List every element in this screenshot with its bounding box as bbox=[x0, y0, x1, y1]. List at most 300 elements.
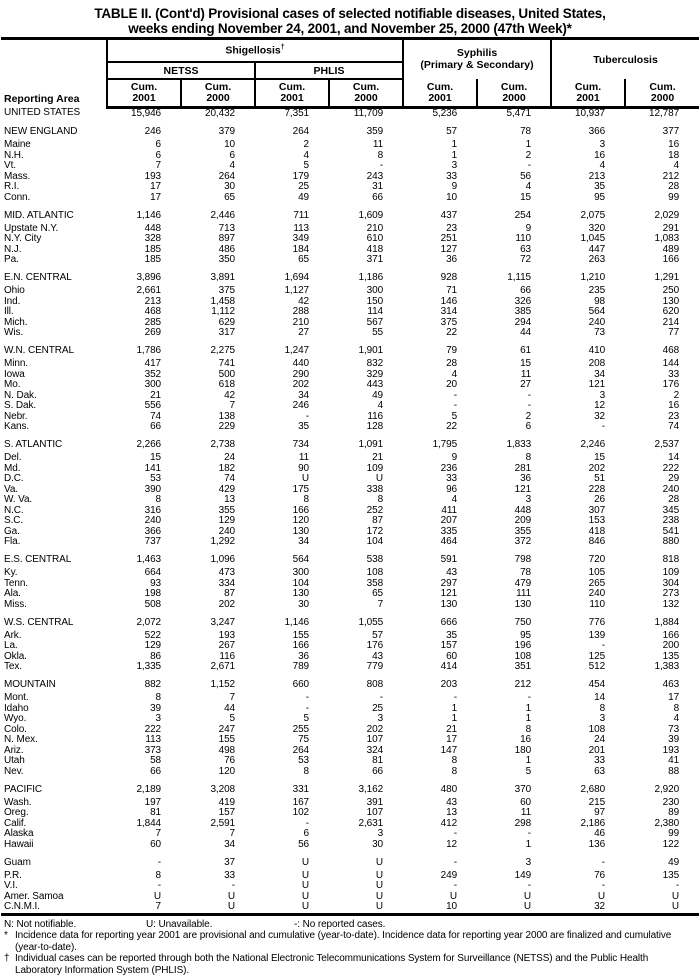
value-cell: 2,246 bbox=[551, 433, 625, 454]
value-cell: 29 bbox=[625, 474, 699, 485]
value-cell: 4 bbox=[477, 182, 551, 193]
value-cell: 240 bbox=[107, 516, 181, 527]
table-row bbox=[1, 693, 699, 704]
value-cell: 818 bbox=[625, 548, 699, 569]
reporting-area-cell: Okla. bbox=[1, 652, 107, 663]
value-cell: 66 bbox=[477, 286, 551, 297]
reporting-area-cell: D.C. bbox=[1, 474, 107, 485]
reporting-area-cell: NEW ENGLAND bbox=[1, 120, 107, 141]
value-cell: 2,631 bbox=[329, 819, 403, 830]
table-row bbox=[1, 829, 699, 840]
value-cell: 9 bbox=[403, 182, 477, 193]
value-cell: 13 bbox=[403, 808, 477, 819]
value-cell: 209 bbox=[477, 516, 551, 527]
value-cell: 789 bbox=[255, 662, 329, 673]
value-cell: 265 bbox=[551, 579, 625, 590]
value-cell: 98 bbox=[551, 297, 625, 308]
value-cell: 1,146 bbox=[255, 610, 329, 631]
value-cell: 27 bbox=[255, 328, 329, 339]
value-cell: 132 bbox=[625, 600, 699, 611]
value-cell: 135 bbox=[625, 871, 699, 882]
value-cell: 230 bbox=[625, 798, 699, 809]
value-cell: 141 bbox=[107, 464, 181, 475]
table-row bbox=[1, 704, 699, 715]
value-cell: 175 bbox=[255, 485, 329, 496]
value-cell: 882 bbox=[107, 673, 181, 694]
value-cell: 31 bbox=[329, 182, 403, 193]
value-cell: 185 bbox=[107, 245, 181, 256]
value-cell: 1,458 bbox=[181, 297, 255, 308]
value-cell: 130 bbox=[255, 589, 329, 600]
table-row bbox=[1, 641, 699, 652]
table-row bbox=[1, 453, 699, 464]
value-cell: 264 bbox=[181, 172, 255, 183]
value-cell: 375 bbox=[181, 286, 255, 297]
value-cell: 25 bbox=[329, 704, 403, 715]
value-cell: 3,208 bbox=[181, 777, 255, 798]
value-cell: 1 bbox=[477, 840, 551, 851]
value-cell: 109 bbox=[329, 464, 403, 475]
value-cell: 666 bbox=[403, 610, 477, 631]
value-cell: 366 bbox=[551, 120, 625, 141]
value-cell: U bbox=[255, 902, 329, 914]
reporting-area-cell: UNITED STATES bbox=[1, 108, 107, 120]
value-cell: 317 bbox=[181, 328, 255, 339]
value-cell: 3 bbox=[551, 391, 625, 402]
value-cell: 22 bbox=[403, 422, 477, 433]
value-cell: 44 bbox=[477, 328, 551, 339]
value-cell: 63 bbox=[477, 245, 551, 256]
value-cell: 1,096 bbox=[181, 548, 255, 569]
table-row bbox=[1, 495, 699, 506]
table-row bbox=[1, 767, 699, 778]
table-row bbox=[1, 307, 699, 318]
value-cell: 281 bbox=[477, 464, 551, 475]
value-cell: 65 bbox=[255, 255, 329, 266]
legend-no-reported-cases: -: No reported cases. bbox=[294, 919, 385, 931]
value-cell: 14 bbox=[625, 453, 699, 464]
value-cell: 193 bbox=[107, 172, 181, 183]
value-cell: 74 bbox=[625, 422, 699, 433]
column-header-cum-2000-1: Cum. 2000 bbox=[181, 79, 255, 108]
value-cell: 78 bbox=[477, 120, 551, 141]
value-cell: 210 bbox=[329, 224, 403, 235]
value-cell: 500 bbox=[181, 370, 255, 381]
value-cell: - bbox=[107, 850, 181, 871]
value-cell: 7 bbox=[329, 600, 403, 611]
value-cell: 184 bbox=[255, 245, 329, 256]
reporting-area-cell: C.N.M.I. bbox=[1, 902, 107, 914]
value-cell: 249 bbox=[403, 871, 477, 882]
value-cell: 33 bbox=[181, 871, 255, 882]
value-cell: 155 bbox=[181, 735, 255, 746]
value-cell: 512 bbox=[551, 662, 625, 673]
value-cell: 166 bbox=[255, 506, 329, 517]
value-cell: U bbox=[477, 902, 551, 914]
value-cell: 120 bbox=[181, 767, 255, 778]
value-cell: 166 bbox=[255, 641, 329, 652]
reporting-area-cell: Colo. bbox=[1, 725, 107, 736]
value-cell: 21 bbox=[329, 453, 403, 464]
reporting-area-cell: Mass. bbox=[1, 172, 107, 183]
value-cell: 21 bbox=[403, 725, 477, 736]
value-cell: 4 bbox=[625, 714, 699, 725]
value-cell: 4 bbox=[255, 151, 329, 162]
value-cell: 254 bbox=[477, 203, 551, 224]
footnotes bbox=[0, 916, 700, 976]
value-cell: 49 bbox=[329, 391, 403, 402]
value-cell: 18 bbox=[625, 151, 699, 162]
value-cell: 418 bbox=[329, 245, 403, 256]
value-cell: 8 bbox=[107, 495, 181, 506]
value-cell: 390 bbox=[107, 485, 181, 496]
value-cell: 6 bbox=[477, 422, 551, 433]
reporting-area-cell: Upstate N.Y. bbox=[1, 224, 107, 235]
value-cell: 294 bbox=[477, 318, 551, 329]
column-header-cum-2001-6: Cum. 2001 bbox=[551, 79, 625, 108]
value-cell: 78 bbox=[477, 568, 551, 579]
value-cell: 8 bbox=[551, 704, 625, 715]
value-cell: 324 bbox=[329, 746, 403, 757]
value-cell: 240 bbox=[551, 318, 625, 329]
reporting-area-cell: Nev. bbox=[1, 767, 107, 778]
value-cell: 43 bbox=[403, 798, 477, 809]
reporting-area-cell: E.N. CENTRAL bbox=[1, 266, 107, 287]
value-cell: - bbox=[181, 881, 255, 892]
value-cell: 176 bbox=[625, 380, 699, 391]
value-cell: 14 bbox=[551, 693, 625, 704]
value-cell: 36 bbox=[477, 474, 551, 485]
value-cell: 567 bbox=[329, 318, 403, 329]
value-cell: 618 bbox=[181, 380, 255, 391]
value-cell: - bbox=[403, 693, 477, 704]
value-cell: 74 bbox=[181, 474, 255, 485]
value-cell: 17 bbox=[403, 735, 477, 746]
value-cell: 620 bbox=[625, 307, 699, 318]
value-cell: 1 bbox=[477, 704, 551, 715]
value-cell: 304 bbox=[625, 579, 699, 590]
value-cell: - bbox=[551, 850, 625, 871]
value-cell: U bbox=[329, 871, 403, 882]
value-cell: 17 bbox=[107, 182, 181, 193]
value-cell: 2,186 bbox=[551, 819, 625, 830]
value-cell: 832 bbox=[329, 359, 403, 370]
value-cell: 28 bbox=[625, 182, 699, 193]
value-cell: 15 bbox=[107, 453, 181, 464]
value-cell: 135 bbox=[625, 652, 699, 663]
value-cell: 79 bbox=[403, 339, 477, 360]
value-cell: 498 bbox=[181, 746, 255, 757]
value-cell: 200 bbox=[625, 641, 699, 652]
value-cell: 15 bbox=[477, 193, 551, 204]
value-cell: 37 bbox=[181, 850, 255, 871]
table-row bbox=[1, 589, 699, 600]
value-cell: 202 bbox=[255, 380, 329, 391]
value-cell: 41 bbox=[625, 756, 699, 767]
value-cell: 776 bbox=[551, 610, 625, 631]
column-group-tuberculosis: Tuberculosis bbox=[551, 39, 699, 80]
reporting-area-cell: Ill. bbox=[1, 307, 107, 318]
value-cell: - bbox=[551, 422, 625, 433]
value-cell: 182 bbox=[181, 464, 255, 475]
value-cell: 136 bbox=[551, 840, 625, 851]
table-row bbox=[1, 673, 699, 694]
value-cell: 285 bbox=[107, 318, 181, 329]
reporting-area-cell: Calif. bbox=[1, 819, 107, 830]
value-cell: 139 bbox=[551, 631, 625, 642]
footnote-star bbox=[4, 930, 697, 953]
value-cell: 664 bbox=[107, 568, 181, 579]
value-cell: 127 bbox=[403, 245, 477, 256]
value-cell: 23 bbox=[625, 412, 699, 423]
value-cell: 210 bbox=[255, 318, 329, 329]
reporting-area-cell: Ohio bbox=[1, 286, 107, 297]
value-cell: 89 bbox=[625, 808, 699, 819]
value-cell: 8 bbox=[255, 495, 329, 506]
value-cell: 20 bbox=[403, 380, 477, 391]
value-cell: 53 bbox=[255, 756, 329, 767]
value-cell: 240 bbox=[181, 527, 255, 538]
value-cell: 57 bbox=[329, 631, 403, 642]
value-cell: 16 bbox=[625, 401, 699, 412]
value-cell: 144 bbox=[625, 359, 699, 370]
value-cell: 7 bbox=[107, 161, 181, 172]
value-cell: 212 bbox=[477, 673, 551, 694]
value-cell: - bbox=[477, 401, 551, 412]
value-cell: 24 bbox=[181, 453, 255, 464]
reporting-area-cell: S. Dak. bbox=[1, 401, 107, 412]
value-cell: - bbox=[329, 161, 403, 172]
value-cell: 1,055 bbox=[329, 610, 403, 631]
value-cell: 97 bbox=[551, 808, 625, 819]
table-row bbox=[1, 568, 699, 579]
value-cell: 198 bbox=[107, 589, 181, 600]
value-cell: 320 bbox=[551, 224, 625, 235]
value-cell: 468 bbox=[625, 339, 699, 360]
value-cell: 65 bbox=[181, 193, 255, 204]
value-cell: 411 bbox=[403, 506, 477, 517]
value-cell: 21 bbox=[107, 391, 181, 402]
value-cell: 298 bbox=[477, 819, 551, 830]
reporting-area-cell: N.C. bbox=[1, 506, 107, 517]
value-cell: 33 bbox=[551, 756, 625, 767]
table-row bbox=[1, 433, 699, 454]
table-row bbox=[1, 120, 699, 141]
value-cell: 66 bbox=[107, 422, 181, 433]
value-cell: 25 bbox=[255, 182, 329, 193]
value-cell: 5 bbox=[403, 412, 477, 423]
reporting-area-cell: Iowa bbox=[1, 370, 107, 381]
value-cell: 155 bbox=[255, 631, 329, 642]
table-row bbox=[1, 339, 699, 360]
column-group-syphilis: Syphilis (Primary & Secondary) bbox=[403, 39, 551, 80]
value-cell: 1,152 bbox=[181, 673, 255, 694]
value-cell: 193 bbox=[625, 746, 699, 757]
value-cell: 464 bbox=[403, 537, 477, 548]
footnote-star-text: Incidence data for reporting year 2001 are provisional and cumulative (year-to-date). Incidence data for reporting year 2000 are finalized and cumulative (year-to-date). bbox=[15, 930, 697, 953]
value-cell: 35 bbox=[255, 422, 329, 433]
value-cell: 440 bbox=[255, 359, 329, 370]
value-cell: 107 bbox=[329, 735, 403, 746]
reporting-area-cell: Mont. bbox=[1, 693, 107, 704]
value-cell: 720 bbox=[551, 548, 625, 569]
value-cell: 291 bbox=[625, 224, 699, 235]
value-cell: 2,072 bbox=[107, 610, 181, 631]
column-header-cum-2000-5: Cum. 2000 bbox=[477, 79, 551, 108]
value-cell: 8 bbox=[255, 767, 329, 778]
value-cell: 1,335 bbox=[107, 662, 181, 673]
value-cell: 66 bbox=[329, 767, 403, 778]
value-cell: 5 bbox=[477, 767, 551, 778]
table-row bbox=[1, 380, 699, 391]
reporting-area-cell: Mich. bbox=[1, 318, 107, 329]
value-cell: 157 bbox=[181, 808, 255, 819]
value-cell: 897 bbox=[181, 234, 255, 245]
value-cell: 251 bbox=[403, 234, 477, 245]
value-cell: - bbox=[107, 881, 181, 892]
value-cell: 5,471 bbox=[477, 108, 551, 120]
value-cell: 56 bbox=[477, 172, 551, 183]
table-row bbox=[1, 108, 699, 120]
reporting-area-cell: W. Va. bbox=[1, 495, 107, 506]
value-cell: 734 bbox=[255, 433, 329, 454]
value-cell: 345 bbox=[625, 506, 699, 517]
value-cell: 6 bbox=[107, 140, 181, 151]
value-cell: 1,186 bbox=[329, 266, 403, 287]
value-cell: 128 bbox=[329, 422, 403, 433]
value-cell: 75 bbox=[255, 735, 329, 746]
value-cell: 2,738 bbox=[181, 433, 255, 454]
value-cell: 300 bbox=[329, 286, 403, 297]
value-cell: 193 bbox=[181, 631, 255, 642]
value-cell: 116 bbox=[329, 412, 403, 423]
value-cell: 2,266 bbox=[107, 433, 181, 454]
value-cell: 246 bbox=[255, 401, 329, 412]
value-cell: 88 bbox=[625, 767, 699, 778]
reporting-area-cell: PACIFIC bbox=[1, 777, 107, 798]
value-cell: 51 bbox=[551, 474, 625, 485]
value-cell: 16 bbox=[477, 735, 551, 746]
value-cell: 113 bbox=[107, 735, 181, 746]
reporting-area-cell: R.I. bbox=[1, 182, 107, 193]
value-cell: 57 bbox=[403, 120, 477, 141]
value-cell: 556 bbox=[107, 401, 181, 412]
value-cell: 10 bbox=[403, 902, 477, 914]
value-cell: 238 bbox=[625, 516, 699, 527]
value-cell: 176 bbox=[329, 641, 403, 652]
value-cell: 7 bbox=[181, 401, 255, 412]
value-cell: 288 bbox=[255, 307, 329, 318]
value-cell: 32 bbox=[551, 412, 625, 423]
value-cell: 108 bbox=[329, 568, 403, 579]
value-cell: 1,383 bbox=[625, 662, 699, 673]
value-cell: U bbox=[625, 892, 699, 903]
reporting-area-cell: W.N. CENTRAL bbox=[1, 339, 107, 360]
table-row bbox=[1, 808, 699, 819]
value-cell: 77 bbox=[625, 328, 699, 339]
value-cell: 366 bbox=[107, 527, 181, 538]
value-cell: 116 bbox=[181, 652, 255, 663]
value-cell: 252 bbox=[329, 506, 403, 517]
value-cell: 16 bbox=[625, 140, 699, 151]
value-cell: 379 bbox=[181, 120, 255, 141]
value-cell: 448 bbox=[107, 224, 181, 235]
reporting-area-cell: Va. bbox=[1, 485, 107, 496]
value-cell: 4 bbox=[181, 161, 255, 172]
table-row bbox=[1, 537, 699, 548]
value-cell: 150 bbox=[329, 297, 403, 308]
value-cell: 12,787 bbox=[625, 108, 699, 120]
value-cell: 463 bbox=[625, 673, 699, 694]
value-cell: 2,661 bbox=[107, 286, 181, 297]
value-cell: 61 bbox=[477, 339, 551, 360]
value-cell: 3 bbox=[551, 140, 625, 151]
value-cell: 9 bbox=[477, 224, 551, 235]
value-cell: U bbox=[477, 892, 551, 903]
value-cell: 3 bbox=[551, 714, 625, 725]
table-title bbox=[0, 0, 700, 36]
value-cell: U bbox=[255, 881, 329, 892]
reporting-area-cell: Mo. bbox=[1, 380, 107, 391]
value-cell: 2,671 bbox=[181, 662, 255, 673]
value-cell: 846 bbox=[551, 537, 625, 548]
value-cell: 11 bbox=[255, 453, 329, 464]
value-cell: 34 bbox=[551, 370, 625, 381]
value-cell: 121 bbox=[403, 589, 477, 600]
value-cell: 4 bbox=[329, 401, 403, 412]
value-cell: 358 bbox=[329, 579, 403, 590]
table-row bbox=[1, 902, 699, 914]
value-cell: 86 bbox=[107, 652, 181, 663]
value-cell: 375 bbox=[403, 318, 477, 329]
value-cell: 429 bbox=[181, 485, 255, 496]
value-cell: - bbox=[551, 881, 625, 892]
value-cell: 1 bbox=[403, 151, 477, 162]
value-cell: 130 bbox=[255, 527, 329, 538]
value-cell: 146 bbox=[403, 297, 477, 308]
table-row bbox=[1, 548, 699, 569]
value-cell: 16 bbox=[551, 151, 625, 162]
value-cell: 1,291 bbox=[625, 266, 699, 287]
value-cell: 3,247 bbox=[181, 610, 255, 631]
value-cell: 35 bbox=[403, 631, 477, 642]
value-cell: 58 bbox=[107, 756, 181, 767]
value-cell: 95 bbox=[551, 193, 625, 204]
value-cell: 96 bbox=[403, 485, 477, 496]
value-cell: 2 bbox=[255, 140, 329, 151]
reporting-area-cell: Wash. bbox=[1, 798, 107, 809]
value-cell: 130 bbox=[403, 600, 477, 611]
reporting-area-cell: P.R. bbox=[1, 871, 107, 882]
value-cell: 417 bbox=[107, 359, 181, 370]
value-cell: 130 bbox=[625, 297, 699, 308]
table-title-line1: TABLE II. (Cont'd) Provisional cases of selected notifiable diseases, United States, bbox=[0, 6, 700, 21]
value-cell: 437 bbox=[403, 203, 477, 224]
value-cell: 351 bbox=[477, 662, 551, 673]
value-cell: 2,920 bbox=[625, 777, 699, 798]
value-cell: 42 bbox=[255, 297, 329, 308]
value-cell: 326 bbox=[477, 297, 551, 308]
value-cell: 74 bbox=[107, 412, 181, 423]
reporting-area-cell: Idaho bbox=[1, 704, 107, 715]
table-row bbox=[1, 266, 699, 287]
reporting-area-cell: Tex. bbox=[1, 662, 107, 673]
table-row bbox=[1, 401, 699, 412]
value-cell: 39 bbox=[625, 735, 699, 746]
value-cell: 121 bbox=[551, 380, 625, 391]
value-cell: 331 bbox=[255, 777, 329, 798]
value-cell: 246 bbox=[107, 120, 181, 141]
